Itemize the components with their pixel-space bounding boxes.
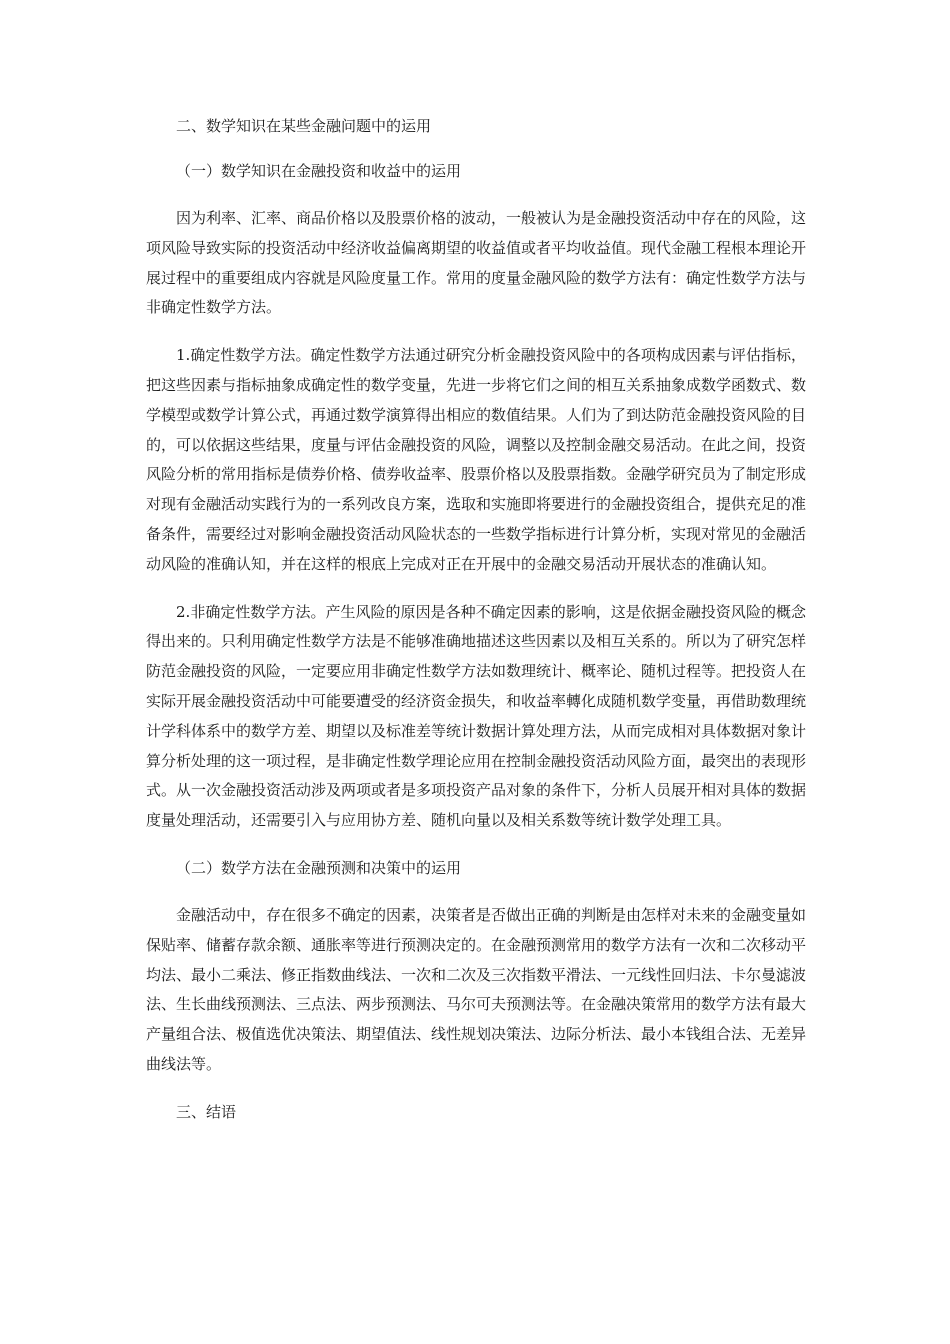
section-3-heading: 三、结语 [176,1102,237,1121]
subsection-1-heading: （一）数学知识在金融投资和收益中的运用 [176,162,462,180]
forecast-decision-paragraph: 金融活动中，存在很多不确定的因素，决策者是否做出正确的判断是由怎样对未来的金融变量如保贴率、储蓄存款余额、通胀率等进行预测决定的。在金融预测常用的数学方法有一次和二次移动平均法、最小二乘法、修正指数曲线法、一次和二次及三次指数平滑法、一元线性回归法、卡尔曼滤波法、生长曲线预测法、三点法、两步预测法、马尔可夫预测法等。在金融决策常用的数学方法有最大产量组合法、极值选优决策法、期望值法、线性规划决策法、边际分析法、最小本钱组合法、无差异曲线法等。 [146,905,807,1073]
section-2-heading: 二、数学知识在某些金融问题中的运用 [176,117,432,135]
subsection-2-heading: （二）数学方法在金融预测和决策中的运用 [176,858,462,877]
document-page [146,112,806,1127]
nondeterministic-method-paragraph: 2.非确定性数学方法。产生风险的原因是各种不确定因素的影响，这是依据金融投资风险的概念得出来的。只利用确定性数学方法是不能够准确地描述这些因素以及相互关系的。所以为了研究怎样防范金融投资的风险，一定要应用非确定性数学方法如数理统计、概率论、随机过程等。把投资人在实际开展金融投资活动中可能要遭受的经济资金损失，和收益率轉化成随机数学变量，再借助数理统计学科体系中的数学方差、期望以及标准差等统计数据计算处理方法，从而完成相对具体数据对象计算分析处理的这一项过程，是非确定性数学理论应用在控制金融投资活动风险方面，最突出的表现形式。从一次金融投资活动涉及两项或者是多项投资产品对象的条件下，分析人员展开相对具体的数据度量处理活动，还需要引入与应用协方差、随机向量以及相关系数等统计数学处理工具。 [146,602,807,830]
subsection-1-intro-paragraph: 因为利率、汇率、商品价格以及股票价格的波动，一般被认为是金融投资活动中存在的风险，这项风险导致实际的投资活动中经济收益偏离期望的收益值或者平均收益值。现代金融工程根本理论开展过程中的重要组成内容就是风险度量工作。常用的度量金融风险的数学方法有：确定性数学方法与非确定性数学方法。 [146,209,807,317]
deterministic-method-paragraph: 1.确定性数学方法。确定性数学方法通过研究分析金融投资风险中的各项构成因素与评估指标，把这些因素与指标抽象成确定性的数学变量，先进一步将它们之间的相互关系抽象成数学函数式、数学模型或数学计算公式，再通过数学演算得出相应的数值结果。人们为了到达防范金融投资风险的目的，可以依据这些结果，度量与评估金融投资的风险，调整以及控制金融交易活动。在此之间，投资风险分析的常用指标是债券价格、债券收益率、股票价格以及股票指数。金融学研究员为了制定形成对现有金融活动实践行为的一系列改良方案，选取和实施即将要进行的金融投资组合，提供充足的准备条件，需要经过对影响金融投资活动风险状态的一些数学指标进行计算分析，实现对常见的金融活动风险的准确认知，并在这样的根底上完成对正在开展中的金融交易活动开展状态的准确认知。 [146,346,807,573]
